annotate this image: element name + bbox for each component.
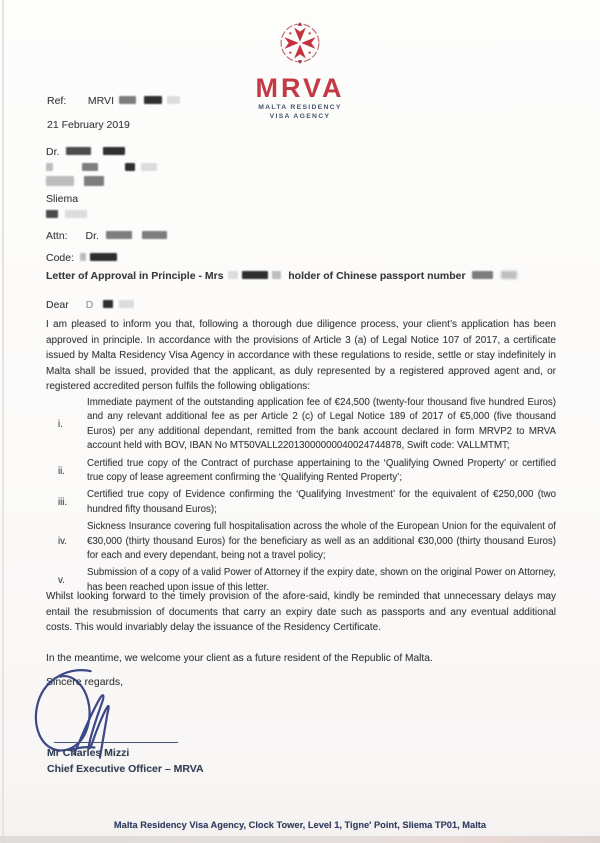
list-item-text: Submission of a copy of a valid Power of Attorney if the expiry date, shown on the original Power on Attorney, has been reached upon issue of this letter. (87, 567, 556, 593)
list-item-number: ii. (58, 465, 65, 477)
redaction (167, 96, 180, 104)
list-item-number: i. (58, 419, 63, 431)
list-item-number: v. (58, 575, 65, 587)
address-line (46, 208, 167, 224)
list-item (46, 457, 556, 486)
address-city: Sliema (46, 193, 79, 206)
redaction (119, 96, 136, 104)
address-prefix: Dr. (46, 146, 60, 158)
redaction (472, 271, 493, 279)
signatory-title: Chief Executive Officer – MRVA (47, 763, 204, 775)
redaction (84, 176, 104, 186)
redaction (90, 253, 117, 261)
redaction (125, 163, 135, 171)
list-item-text: Sickness Insurance covering full hospitalisation across the whole of the European Union for the equivalent of €30,000 (thirty thousand Euros) for the beneficiary as well as an additional €30,000 (thirty thousand Euros) for each and every dependant, being not a travel policy; (87, 521, 556, 562)
logo-wordmark: MRVA (255, 73, 345, 103)
code-line (46, 251, 167, 267)
photo-edge-left (2, 0, 4, 843)
address-line (46, 145, 167, 161)
attention-line (46, 229, 167, 245)
ref-label: Ref: (47, 95, 67, 107)
attn-prefix: Dr. (85, 230, 99, 243)
address-line (46, 176, 167, 192)
ref-value: MRVI (87, 95, 114, 107)
list-item-number: iii. (58, 497, 68, 509)
closing-paragraph: Whilst looking forward to the timely provision of the afore-said, kindly be reminded that unnecessary delays may entail the resubmission of documents that carry an expiry date such as passports and any eventual additional costs. This would invariably delay the issuance of the Residency Certificate. (46, 591, 556, 633)
address-line (46, 161, 167, 177)
subject-part2: holder of Chinese passport number (288, 270, 466, 282)
redaction (46, 163, 53, 171)
redaction (82, 163, 98, 171)
salutation-initial: D (85, 299, 94, 311)
logo-subtitle-line1: MALTA RESIDENCY (258, 104, 342, 111)
sign-off: Sincere regards, (46, 676, 124, 688)
redaction (142, 231, 167, 239)
redaction (106, 231, 132, 239)
obligations-list (46, 396, 556, 598)
welcome-paragraph: In the meantime, we welcome your client as a future resident of the Republic of Malta. (46, 653, 433, 664)
body-paragraph: I am pleased to inform you that, following a thorough due diligence process, your client’s application has been approved in principle. In accordance with the provisions of Article 3 (a) of Legal Notice 107 of 2017, a certificate issued by Malta Residency Visa Agency in accordance with these regulations to reside, settle or stay indefinitely in Malta shall be issued, provided that the applicant, as duly represented by a registered approved agent and, or registered accredited person fulfils the following obligations: (46, 319, 556, 392)
redaction (242, 271, 268, 279)
list-item-number: iv. (58, 536, 67, 548)
list-item (46, 488, 556, 517)
redaction (103, 300, 113, 308)
signatory-name: Mr Charles Mizzi (47, 747, 130, 759)
redaction (501, 271, 517, 279)
list-item-text: Certified true copy of the Contract of purchase appertaining to the ‘Qualifying Owned Property’ or certified true copy of lease agreement confirming the ‘Qualifying Rented Property’; (87, 457, 556, 484)
reference-line (47, 95, 180, 107)
code-label: Code: (46, 252, 75, 265)
redaction (46, 176, 74, 186)
salutation: Dear (46, 299, 69, 311)
list-item (46, 396, 556, 454)
logo-subtitle-line2: VISA AGENCY (269, 112, 331, 120)
list-item-text: Certified true copy of Evidence confirming the ‘Qualifying Investment’ for the equivalent of €250,000 (two hundred fifty thousand Euros); (87, 489, 556, 515)
maltese-cross-icon (279, 20, 321, 66)
recipient-address-block (46, 145, 167, 267)
signature-rule (54, 742, 178, 743)
photo-edge-bottom (0, 836, 600, 843)
list-item-text: Immediate payment of the outstanding application fee of €24,500 (twenty-four thousand five hundred Euros) and any relevant additional fee as per Article 2 (c) of Legal Notice 189 of 2017 of €5,000 (five thousand Euros) per any additional dependant, remitted from the bank account declared in form MRVP2 to MRVA account held with BOV, IBAN No MT50VALL22013000000040024744878, Swift code: VALLMTMT; (87, 397, 556, 452)
redaction (141, 163, 157, 171)
redaction (65, 210, 87, 218)
attn-label: Attn: (46, 230, 68, 243)
salutation-line (46, 299, 556, 311)
date-line: 21 February 2019 (47, 119, 130, 131)
redaction (119, 300, 134, 308)
list-item (46, 520, 556, 563)
redaction (272, 271, 281, 279)
redaction (80, 253, 86, 261)
footer-address: Malta Residency Visa Agency, Clock Tower, Level 1, Tigne' Point, Sliema TP01, Malta (113, 820, 487, 830)
subject-line (46, 270, 556, 282)
redaction (103, 147, 125, 155)
redaction (46, 210, 58, 218)
subject-part1: Letter of Approval in Principle - Mrs (46, 270, 224, 282)
redaction (228, 271, 238, 279)
redaction (66, 147, 91, 155)
redaction (144, 96, 162, 104)
